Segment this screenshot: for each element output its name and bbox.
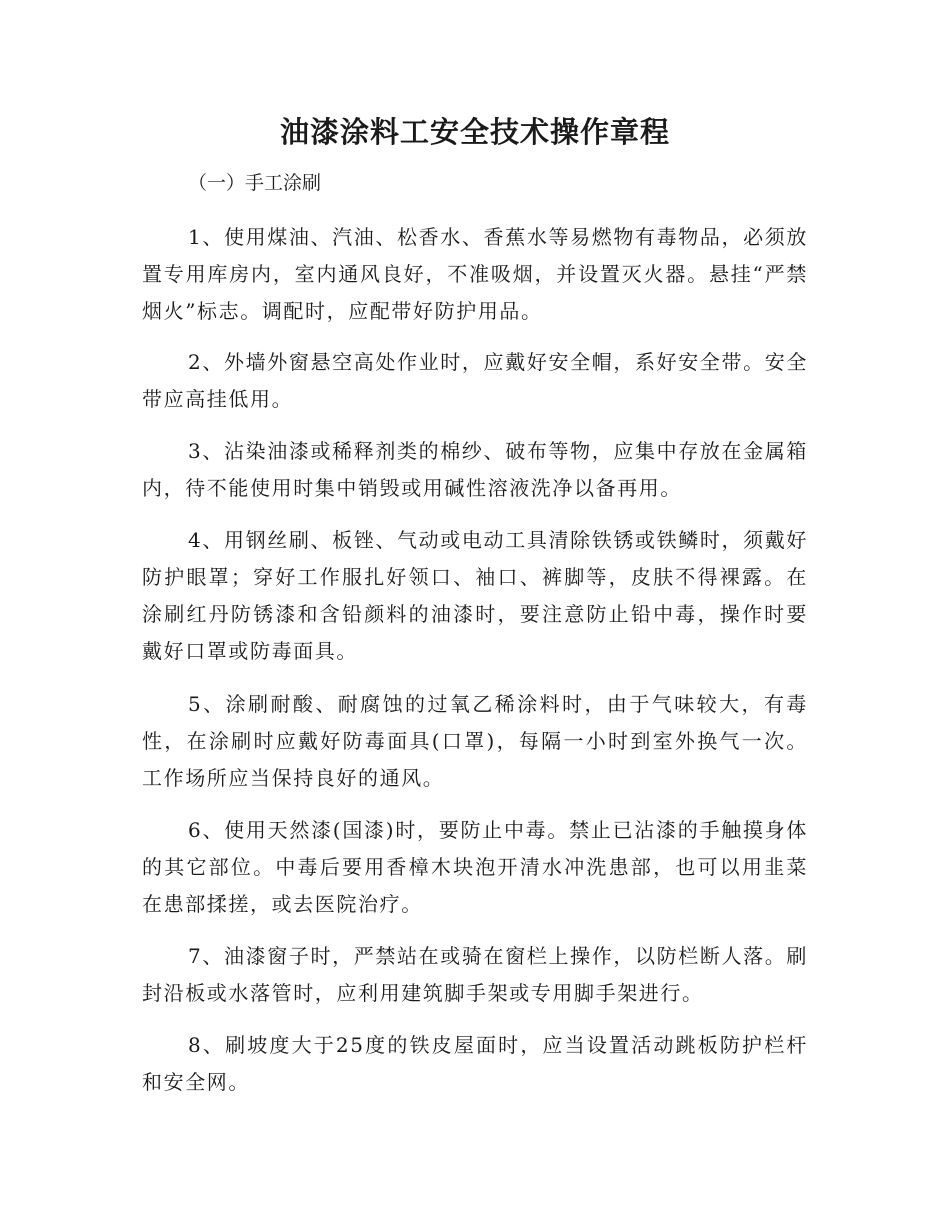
paragraph-1: 1、使用煤油、汽油、松香水、香蕉水等易燃物有毒物品，必须放置专用库房内，室内通风良好，不准吸烟，并设置灭火器。悬挂“严禁烟火”标志。调配时，应配带好防护用品。 xyxy=(142,225,808,323)
paragraph-6: 6、使用天然漆(国漆)时，要防止中毒。禁止已沾漆的手触摸身体的其它部位。中毒后要用香樟木块泡开清水冲洗患部，也可以用韭菜在患部揉搓，或去医院治疗。 xyxy=(142,818,808,916)
paragraph-7: 7、油漆窗子时，严禁站在或骑在窗栏上操作，以防栏断人落。刷封沿板或水落管时，应利用建筑脚手架或专用脚手架进行。 xyxy=(142,944,808,1005)
paragraph-3: 3、沾染油漆或稀释剂类的棉纱、破布等物，应集中存放在金属箱内，待不能使用时集中销毁或用碱性溶液洗净以备再用。 xyxy=(142,439,808,500)
document-title: 油漆涂料工安全技术操作章程 xyxy=(279,115,670,149)
section-heading: （一）手工涂刷 xyxy=(188,172,322,194)
paragraph-5: 5、涂刷耐酸、耐腐蚀的过氧乙稀涂料时，由于气味较大，有毒性，在涂刷时应戴好防毒面具(口罩)，每隔一小时到室外换气一次。工作场所应当保持良好的通风。 xyxy=(142,692,808,790)
paragraph-8: 8、刷坡度大于25度的铁皮屋面时，应当设置活动跳板防护栏杆和安全网。 xyxy=(142,1033,808,1094)
paragraph-4: 4、用钢丝刷、板锉、气动或电动工具清除铁锈或铁鳞时，须戴好防护眼罩；穿好工作服扎好领口、袖口、裤脚等，皮肤不得裸露。在涂刷红丹防锈漆和含铅颜料的油漆时，要注意防止铅中毒，操作时要戴好口罩或防毒面具。 xyxy=(142,528,808,663)
paragraph-2: 2、外墙外窗悬空高处作业时，应戴好安全帽，系好安全带。安全带应高挂低用。 xyxy=(142,350,808,411)
